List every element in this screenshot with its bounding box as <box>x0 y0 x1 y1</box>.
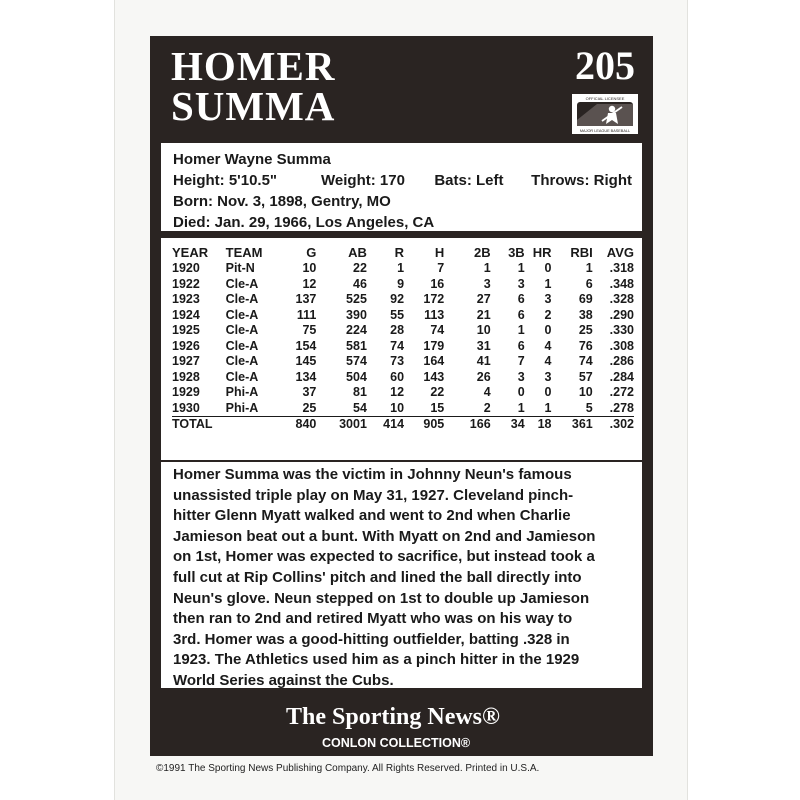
stat-cell: 73 <box>390 354 405 368</box>
stats-header-row <box>172 244 634 261</box>
col-header: 2B <box>474 244 491 260</box>
col-header: H <box>434 244 445 260</box>
stat-cell: Cle-A <box>225 292 259 306</box>
stats-total-row <box>172 417 634 434</box>
stat-cell: 1927 <box>172 354 200 368</box>
stat-cell: Cle-A <box>225 323 259 337</box>
stat-cell: 22 <box>430 385 445 399</box>
stat-cell: 145 <box>295 354 317 368</box>
story-line: World Series against the Cubs. <box>173 671 394 689</box>
col-header: 3B <box>508 244 525 260</box>
stat-cell: .318 <box>609 261 634 275</box>
stat-cell: 4 <box>544 338 552 353</box>
table-row <box>172 339 634 355</box>
stat-cell: 0 <box>544 323 552 337</box>
stat-cell: 55 <box>390 307 405 322</box>
stat-cell: 504 <box>346 369 367 384</box>
stat-cell: 2 <box>544 307 552 322</box>
col-header: YEAR <box>172 244 209 260</box>
stat-cell: 154 <box>295 338 317 353</box>
table-row <box>172 292 634 308</box>
stat-cell: 840 <box>275 417 316 434</box>
stat-cell: 3 <box>544 369 552 384</box>
stat-cell: 15 <box>430 400 445 415</box>
table-row <box>172 277 634 293</box>
stat-cell: 76 <box>578 338 593 353</box>
stat-cell: 12 <box>302 276 317 291</box>
stat-cell: .302 <box>593 417 634 434</box>
story-line: Neun's glove. Neun stepped on 1st to double up Jamieson <box>173 589 590 607</box>
died: Died: Jan. 29, 1966, Los Angeles, CA <box>173 214 435 231</box>
story-line: full cut at Rip Collins' pitch and lined the ball directly into <box>173 568 582 586</box>
stat-cell: 37 <box>302 385 317 399</box>
stats-panel <box>161 238 642 460</box>
col-header: TEAM <box>225 244 263 260</box>
table-row <box>172 354 634 370</box>
stat-cell: 134 <box>295 369 317 384</box>
stat-cell: 10 <box>390 400 405 415</box>
stat-cell: 16 <box>430 276 445 291</box>
stat-cell: 21 <box>476 307 491 322</box>
copyright-notice: ©1991 The Sporting News Publishing Company. All Rights Reserved. Printed in U.S.A. <box>156 763 540 774</box>
stat-cell: 137 <box>295 292 317 306</box>
player-first-name: HOMER <box>171 43 336 89</box>
stat-cell: 1922 <box>172 276 200 291</box>
stat-cell: 0 <box>517 385 525 399</box>
stat-cell: Phi-A <box>225 385 259 399</box>
stat-cell: Cle-A <box>225 369 259 384</box>
stat-cell: Cle-A <box>225 276 259 291</box>
stat-cell: 4 <box>544 354 552 368</box>
conlon-collection: CONLON COLLECTION® <box>322 736 471 750</box>
story-line: on 1st, Homer was expected to sacrifice, but instead took a <box>173 548 595 566</box>
stat-cell: .278 <box>609 400 634 415</box>
stat-cell: 113 <box>424 307 445 322</box>
stat-cell: Cle-A <box>225 338 259 353</box>
stat-cell: Pit-N <box>225 261 255 275</box>
stat-cell: 1 <box>544 400 552 415</box>
stat-cell: 224 <box>346 323 367 337</box>
stat-cell: 25 <box>578 323 593 337</box>
stat-cell: 75 <box>302 323 317 337</box>
height: Height: 5'10.5" <box>173 172 278 189</box>
stat-cell: .330 <box>609 323 634 337</box>
stat-cell: 6 <box>517 292 525 306</box>
stat-cell: .284 <box>609 369 634 384</box>
stat-cell: 143 <box>423 369 445 384</box>
stat-cell: TOTAL <box>172 417 226 434</box>
stat-cell: 414 <box>367 417 404 434</box>
stat-cell: Cle-A <box>225 307 259 322</box>
stat-cell: 69 <box>578 292 593 306</box>
stat-cell: 60 <box>390 369 405 384</box>
throws: Throws: Right <box>531 172 632 189</box>
stat-cell: .308 <box>609 338 634 353</box>
stat-cell: 6 <box>517 307 525 322</box>
stat-cell: .286 <box>609 354 634 368</box>
col-header: HR <box>532 244 552 260</box>
stat-cell: 74 <box>430 323 445 337</box>
physical-stats <box>173 170 632 191</box>
stat-cell: 1 <box>517 400 525 415</box>
stat-cell: Phi-A <box>225 400 259 415</box>
table-row <box>172 401 634 417</box>
stat-cell: 7 <box>437 261 445 275</box>
stat-cell: 111 <box>296 307 317 322</box>
stat-cell: 38 <box>578 307 593 322</box>
stat-cell: 0 <box>544 385 552 399</box>
table-row <box>172 323 634 339</box>
col-header: RBI <box>570 244 593 260</box>
stat-cell: 1930 <box>172 400 200 415</box>
stat-cell: 34 <box>491 417 525 434</box>
stat-cell: 1920 <box>172 261 200 275</box>
stat-cell: 25 <box>302 400 317 415</box>
logo-bottom-text: MAJOR LEAGUE BASEBALL <box>579 129 631 133</box>
table-row <box>172 308 634 324</box>
bats: Bats: Left <box>434 172 504 189</box>
story-line: then ran to 2nd and retired Myatt who was on his way to <box>173 610 573 628</box>
stat-cell: 54 <box>353 400 367 415</box>
stat-cell: 9 <box>397 276 405 291</box>
stat-cell: 905 <box>404 417 444 434</box>
stat-cell: 10 <box>578 385 593 399</box>
stats-table <box>172 244 634 433</box>
stat-cell: 1925 <box>172 323 200 337</box>
story-line: Homer Summa was the victim in Johnny Neun's famous <box>173 466 572 483</box>
stat-cell: 10 <box>302 261 317 275</box>
mlb-logo-icon <box>572 94 638 134</box>
stat-cell: 92 <box>390 292 405 306</box>
stat-cell: 525 <box>346 292 367 306</box>
stat-cell: 172 <box>423 292 445 306</box>
stat-cell: 581 <box>346 338 367 353</box>
story-line: 3rd. Homer was a good-hitting outfielder, batting .328 in <box>173 630 570 648</box>
stat-cell: 1924 <box>172 307 200 322</box>
stat-cell: 26 <box>476 369 491 384</box>
stat-cell: 361 <box>552 417 593 434</box>
stat-cell: 22 <box>353 261 367 275</box>
stat-cell: 41 <box>476 354 491 368</box>
stat-cell: .272 <box>609 385 634 399</box>
stat-cell: 3 <box>517 369 525 384</box>
stat-cell: 0 <box>544 261 552 275</box>
stat-cell: 10 <box>476 323 491 337</box>
stat-cell: 1928 <box>172 369 200 384</box>
stat-cell: 1 <box>544 276 552 291</box>
stat-cell: 3 <box>483 276 491 291</box>
stat-cell: .290 <box>609 307 634 322</box>
stat-cell: 1 <box>517 261 525 275</box>
stat-cell: 31 <box>476 338 491 353</box>
stat-cell: 28 <box>390 323 405 337</box>
stat-cell: 574 <box>346 354 367 368</box>
stat-cell: 1 <box>483 261 491 275</box>
story-line: 1923. The Athletics used him as a pinch hitter in the 1929 <box>173 651 580 669</box>
stat-cell: 1 <box>585 261 593 275</box>
stat-cell: 3 <box>544 292 552 306</box>
col-header: AVG <box>606 244 634 260</box>
stat-cell: 3 <box>517 276 525 291</box>
full-name: Homer Wayne Summa <box>173 151 331 168</box>
stat-cell: 12 <box>390 385 405 399</box>
bio-panel <box>161 143 642 231</box>
weight: Weight: 170 <box>321 172 405 189</box>
born: Born: Nov. 3, 1898, Gentry, MO <box>173 193 391 210</box>
stats-body <box>172 261 634 433</box>
stat-cell: 1929 <box>172 385 200 399</box>
table-row <box>172 370 634 386</box>
stat-cell: 166 <box>444 417 490 434</box>
stat-cell: 74 <box>578 354 593 368</box>
col-header: AB <box>348 244 367 260</box>
player-last-name: SUMMA <box>171 83 336 129</box>
stat-cell: 4 <box>483 385 491 399</box>
stat-cell: 27 <box>476 292 491 306</box>
stat-cell: 3001 <box>316 417 367 434</box>
table-row <box>172 385 634 401</box>
sporting-news-logo: The Sporting News® <box>286 704 500 730</box>
stat-cell: 1 <box>397 261 405 275</box>
stat-cell: 57 <box>578 369 593 384</box>
story-line: hitter Glenn Myatt walked and went to 2nd when Charlie <box>173 507 571 525</box>
stat-cell <box>226 417 276 434</box>
stat-cell: 74 <box>390 338 405 353</box>
stat-cell: 6 <box>517 338 525 353</box>
table-row <box>172 261 634 277</box>
stat-cell: 1923 <box>172 292 200 306</box>
stat-cell: 5 <box>585 400 593 415</box>
col-header: R <box>394 244 405 260</box>
stat-cell: .328 <box>609 292 634 306</box>
stat-cell: 46 <box>353 276 367 291</box>
stat-cell: 390 <box>346 307 367 322</box>
stat-cell: 1926 <box>172 338 200 353</box>
career-story <box>161 462 642 688</box>
stat-cell: .348 <box>609 276 634 291</box>
stat-cell: Cle-A <box>225 354 259 368</box>
stat-cell: 2 <box>483 400 491 415</box>
logo-top-text: OFFICIAL LICENSEE <box>585 96 625 101</box>
stat-cell: 179 <box>423 338 445 353</box>
stat-cell: 7 <box>517 354 525 368</box>
stat-cell: 6 <box>585 276 593 291</box>
col-header: G <box>306 244 317 260</box>
story-line: unassisted triple play on May 31, 1927. Cleveland pinch- <box>173 486 574 504</box>
player-name <box>171 43 336 129</box>
story-line: Jamieson beat out a bunt. With Myatt on 2nd and Jamieson <box>173 527 596 545</box>
stat-cell: 18 <box>525 417 552 434</box>
stat-cell: 1 <box>517 323 525 337</box>
stat-cell: 164 <box>423 354 445 368</box>
stat-cell: 81 <box>353 385 367 399</box>
card-number: 205 <box>575 43 635 88</box>
